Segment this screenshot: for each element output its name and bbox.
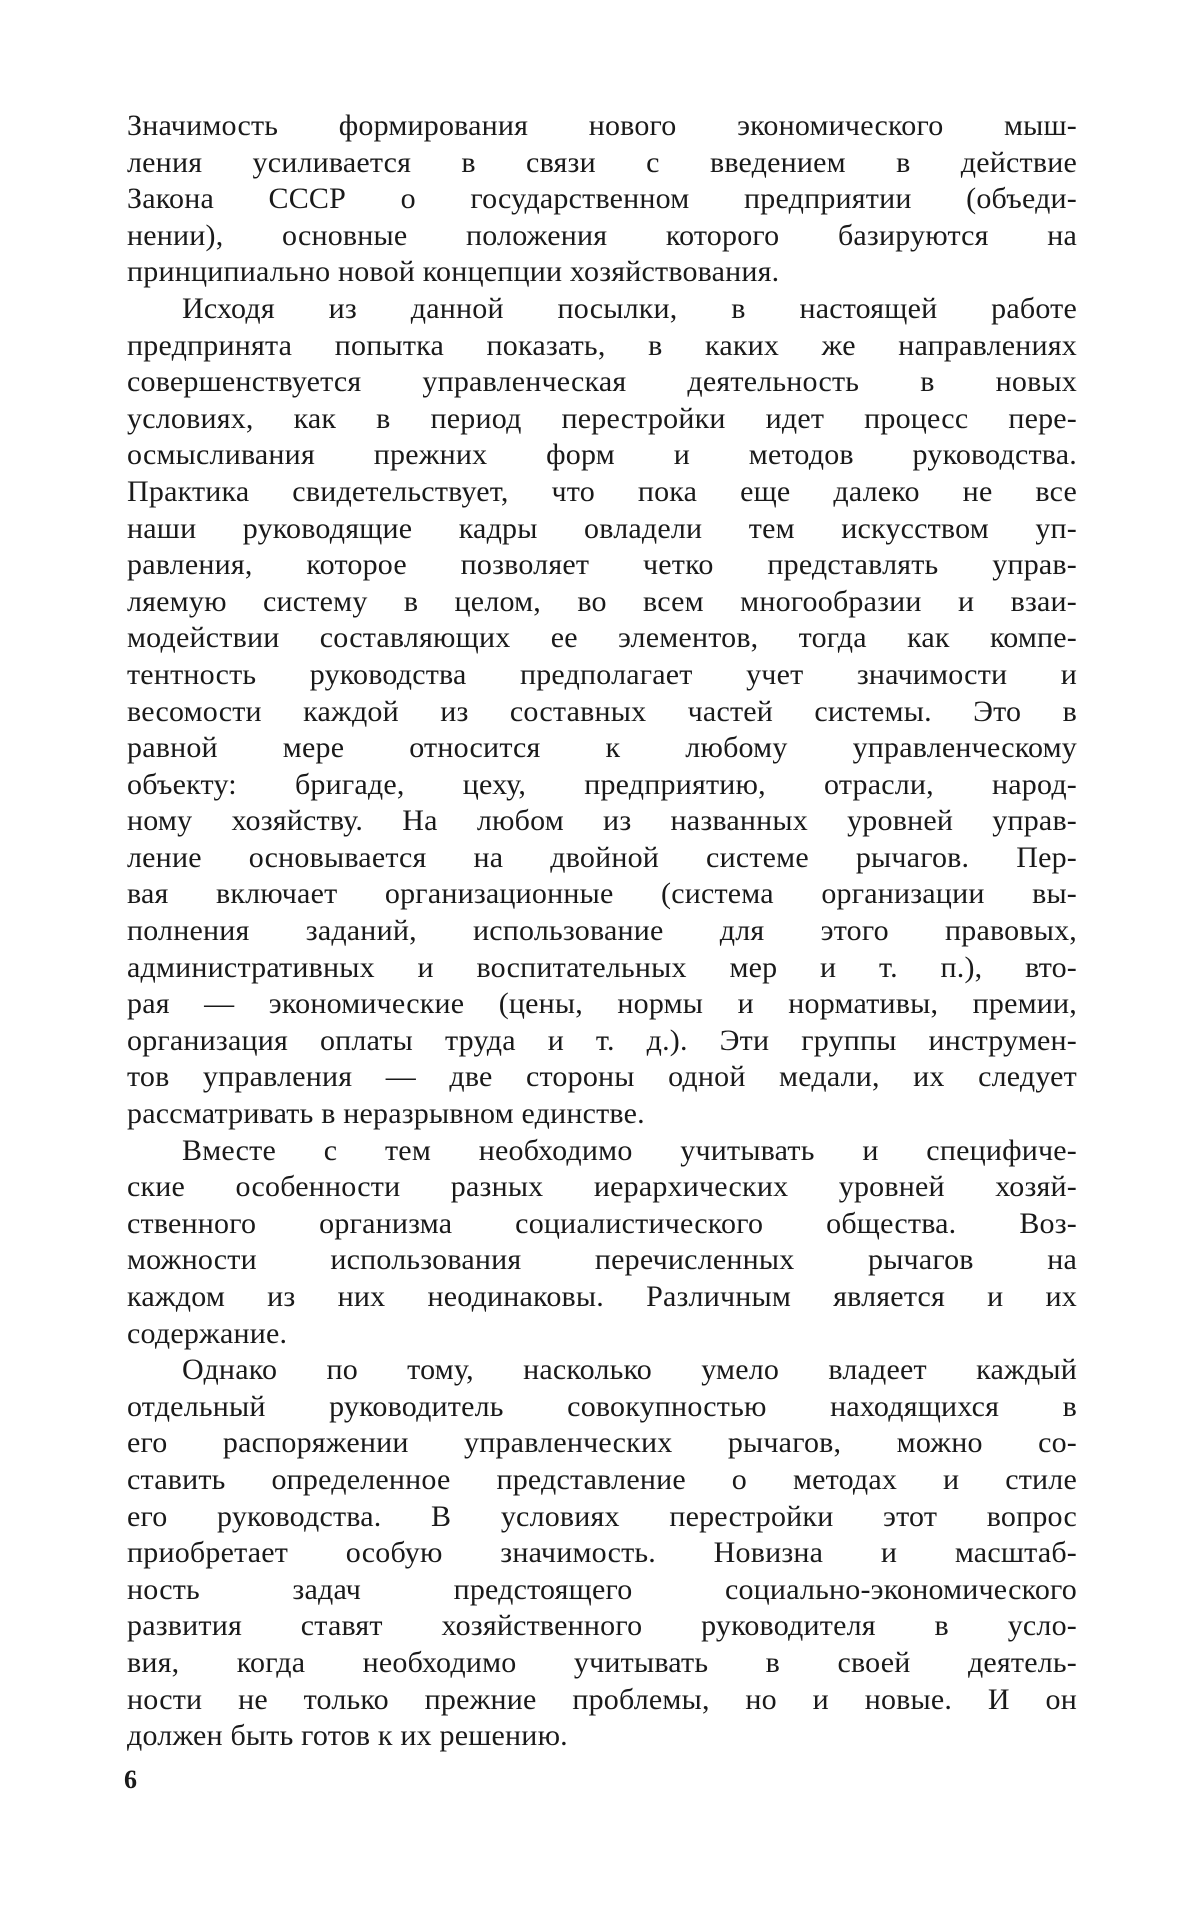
text-line: полнения заданий, использование для этого правовых, — [127, 914, 1077, 948]
text-line: нении), основные положения которого базируются на — [127, 218, 1077, 252]
text-line: модействии составляющих ее элементов, тогда как компе- — [127, 621, 1077, 655]
text-line: равной мере относится к любому управленческому — [127, 731, 1077, 765]
text-line: ность задач предстоящего социально-экономического — [127, 1572, 1077, 1606]
text-line: Практика свидетельствует, что пока еще далеко не все — [127, 474, 1077, 508]
text-line: принципиально новой концепции хозяйствования. — [127, 255, 780, 289]
text-line: вая включает организационные (система организации вы- — [127, 877, 1077, 911]
text-line: равления, которое позволяет четко представлять управ- — [127, 548, 1077, 582]
text-line: тов управления — две стороны одной медали, их следует — [127, 1060, 1077, 1094]
text-line: Исходя из данной посылки, в настоящей работе — [182, 291, 1077, 325]
text-line: ставить определенное представление о методах и стиле — [127, 1462, 1077, 1496]
text-line: ному хозяйству. На любом из названных уровней управ- — [127, 804, 1077, 838]
text-line: предпринята попытка показать, в каких же направлениях — [127, 328, 1077, 362]
text-line: ляемую систему в целом, во всем многообразии и взаи- — [127, 584, 1077, 618]
text-line: ления усиливается в связи с введением в действие — [127, 145, 1077, 179]
text-line: каждом из них неодинаковы. Различным является и их — [127, 1280, 1077, 1313]
text-line: Вместе с тем необходимо учитывать и специфиче- — [182, 1133, 1077, 1167]
text-line: организация оплаты труда и т. д.). Эти группы инструмен- — [127, 1023, 1077, 1057]
body-text — [127, 108, 1077, 1755]
text-line: его руководства. В условиях перестройки этот вопрос — [127, 1499, 1077, 1533]
text-line: Значимость формирования нового экономического мыш- — [127, 109, 1077, 142]
text-line: ление основывается на двойной системе рычагов. Пер- — [127, 840, 1077, 874]
text-line: осмысливания прежних форм и методов руководства. — [127, 438, 1077, 472]
text-line: наши руководящие кадры овладели тем искусством уп- — [127, 511, 1077, 545]
text-line: административных и воспитательных мер и т. п.), вто- — [127, 950, 1077, 984]
text-line: совершенствуется управленческая деятельность в новых — [127, 365, 1077, 399]
text-line: вия, когда необходимо учитывать в своей деятель- — [127, 1645, 1077, 1679]
text-line: рая — экономические (цены, нормы и нормативы, премии, — [127, 987, 1077, 1021]
text-line: можности использования перечисленных рычагов на — [127, 1243, 1077, 1277]
text-line: должен быть готов к их решению. — [127, 1719, 568, 1753]
text-line: ские особенности разных иерархических уровней хозяй- — [127, 1170, 1077, 1204]
text-line: ственного организма социалистического общества. Воз- — [127, 1206, 1077, 1240]
text-line: отдельный руководитель совокупностью находящихся в — [127, 1389, 1077, 1423]
text-line: рассматривать в неразрывном единстве. — [127, 1097, 645, 1131]
page-number: 6 — [124, 1765, 137, 1794]
text-line: ности не только прежние проблемы, но и новые. И он — [127, 1682, 1077, 1716]
text-line: объекту: бригаде, цеху, предприятию, отрасли, народ- — [127, 767, 1077, 801]
text-line: тентность руководства предполагает учет значимости и — [127, 657, 1077, 691]
text-line: приобретает особую значимость. Новизна и масштаб- — [127, 1536, 1077, 1570]
text-line: Закона СССР о государственном предприятии (объеди- — [127, 182, 1077, 216]
text-line: его распоряжении управленческих рычагов, можно со- — [127, 1426, 1077, 1460]
text-line: условиях, как в период перестройки идет процесс пере- — [127, 401, 1077, 435]
text-line: весомости каждой из составных частей системы. Это в — [127, 694, 1077, 728]
text-line: Однако по тому, насколько умело владеет каждый — [182, 1353, 1077, 1387]
text-line: содержание. — [127, 1316, 288, 1350]
text-line: развития ставят хозяйственного руководителя в усло- — [127, 1609, 1077, 1643]
